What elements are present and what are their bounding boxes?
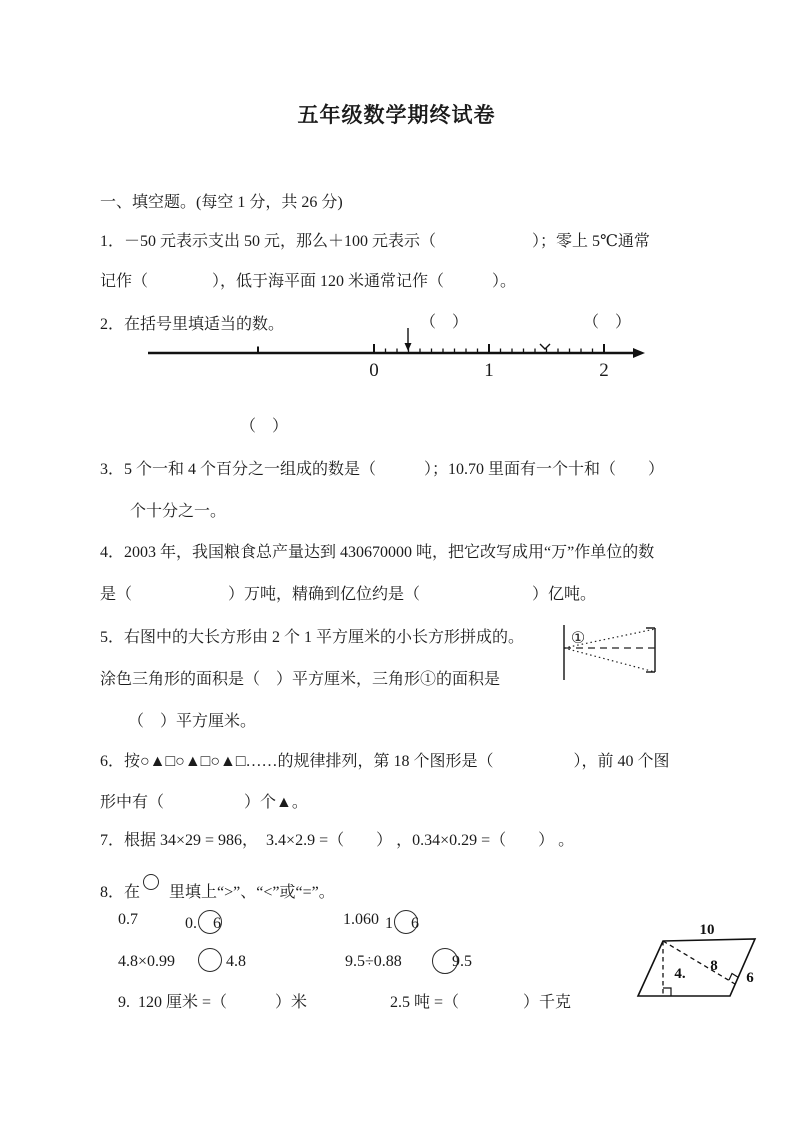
q8-r1-item2-left: 1.060 bbox=[343, 911, 379, 928]
question-5-line-3: （ ）平方厘米。 bbox=[128, 713, 257, 730]
q2-blank-below: （ ） bbox=[240, 418, 289, 435]
question-6-line-1: 6．按○▲□○▲□○▲□……的规律排列，第 18 个图形是（ ），前 40 个图 bbox=[100, 753, 670, 770]
caret-mark-icon bbox=[540, 344, 550, 349]
comparison-circle-icon bbox=[198, 948, 222, 972]
top-side-label: 10 bbox=[699, 922, 715, 938]
tick-label-2: 2 bbox=[599, 360, 609, 381]
down-arrow-head-icon bbox=[405, 343, 412, 351]
question-7-text: 7．根据 34×29 = 986， 3.4×2.9 =（ ） ，0.34×0.29 =（ ） 。 bbox=[100, 832, 575, 849]
q8-r1-item1-left: 0.7 bbox=[118, 911, 138, 928]
question-6-line-2: 形中有（ ）个▲。 bbox=[100, 794, 308, 811]
q8-r1-item2-right-a: 1 bbox=[385, 915, 393, 932]
q8-r2-item2-right: 9.5 bbox=[452, 953, 472, 970]
rectangle-figure bbox=[555, 618, 673, 686]
section-header: 一、填空题。(每空 1 分，共 26 分) bbox=[100, 194, 343, 211]
right-side-label: 6 bbox=[746, 970, 754, 986]
q8-r1-item1-right-b: 6 bbox=[213, 915, 221, 932]
q8-r2-item2-left: 9.5÷0.88 bbox=[345, 953, 402, 970]
question-2-text: 2．在括号里填适当的数。 bbox=[100, 316, 285, 333]
q8-r1-item2-right-b: 6 bbox=[411, 915, 419, 932]
question-8-header bbox=[100, 874, 335, 903]
right-angle-mark bbox=[663, 988, 671, 996]
diagonal-label: 8 bbox=[710, 958, 718, 974]
q8-r2-item1-left: 4.8×0.99 bbox=[118, 953, 176, 970]
comparison-circle-icon bbox=[143, 874, 159, 890]
parallelogram-outline bbox=[638, 939, 755, 996]
q8-r1-item1-right-a: 0. bbox=[185, 915, 197, 932]
axis-arrow-icon bbox=[633, 348, 645, 358]
tick-label-1: 1 bbox=[484, 360, 494, 381]
dotted-line-bottom bbox=[564, 648, 655, 672]
q8-r1-item1-right bbox=[185, 910, 221, 934]
q2-blank-above-1: （ ） bbox=[420, 314, 469, 331]
height-label: 4. bbox=[674, 966, 686, 982]
question-1-line-2: 记作（ ），低于海平面 120 米通常记作（ ）。 bbox=[100, 273, 517, 290]
q8-prefix: 8．在 bbox=[100, 884, 141, 901]
number-line-figure bbox=[140, 325, 655, 387]
tick-label-0: 0 bbox=[369, 360, 379, 381]
q8-r1-item2-right bbox=[385, 910, 419, 934]
parallelogram-figure bbox=[625, 918, 793, 1003]
question-4-line-1: 4．2003 年，我国粮食总产量达到 430670000 吨，把它改写成用“万”作单位的数 bbox=[100, 544, 655, 561]
page-title: 五年级数学期终试卷 bbox=[297, 103, 496, 127]
q8-suffix: 里填上“>”、“<”或“=”。 bbox=[169, 884, 335, 901]
question-4-line-2: 是（ ）万吨，精确到亿位约是（ ）亿吨。 bbox=[100, 586, 597, 603]
question-5-line-2: 涂色三角形的面积是（ ）平方厘米，三角形①的面积是 bbox=[100, 671, 501, 688]
triangle-1-label: ① bbox=[570, 630, 586, 647]
question-3-line-2: 个十分之一。 bbox=[130, 503, 227, 520]
question-3-line-1: 3．5 个一和 4 个百分之一组成的数是（ ）；10.70 里面有一个十和（ ） bbox=[100, 461, 665, 478]
question-5-line-1: 5．右图中的大长方形由 2 个 1 平方厘米的小长方形拼成的。 bbox=[100, 629, 525, 646]
question-9-part-2: 2.5 吨 =（ ）千克 bbox=[390, 994, 572, 1011]
question-1-line-1: 1．－50 元表示支出 50 元，那么＋100 元表示（ ）；零上 5℃通常 bbox=[100, 233, 650, 250]
question-9-part-1: 9. 120 厘米 =（ ）米 bbox=[118, 994, 308, 1011]
q8-r2-item1-right: 4.8 bbox=[226, 953, 246, 970]
q2-blank-above-2: （ ） bbox=[583, 314, 632, 331]
